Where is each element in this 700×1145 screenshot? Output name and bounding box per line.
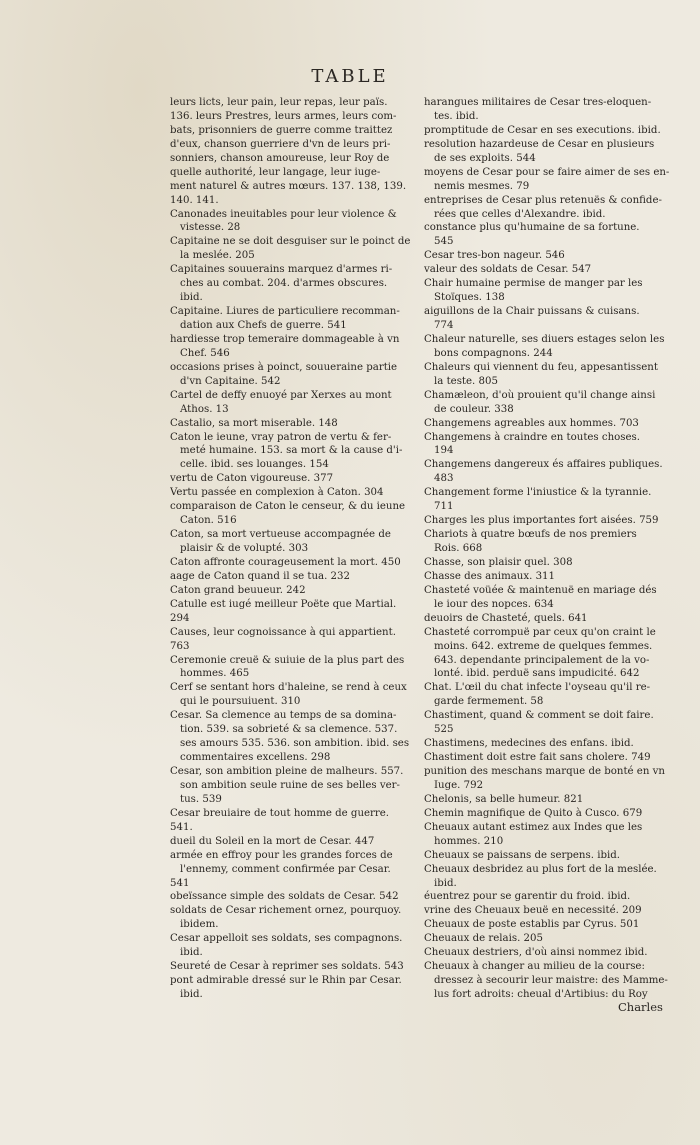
index-line: obeïssance simple des soldats de Cesar. 542 (170, 891, 399, 903)
index-line: Changemens agreables aux hommes. 703 (424, 417, 639, 429)
index-line: Chair humaine permise de manger par les (424, 278, 643, 290)
index-line: Changemens dangereux és affaires publiques. (424, 459, 663, 471)
index-line: 194 (434, 445, 454, 457)
index-line: d'eux, chanson guerriere d'vn de leurs pri- (170, 138, 391, 150)
index-line: entreprises de Cesar plus retenuës & confide- (424, 194, 662, 206)
index-line: la teste. 805 (434, 375, 498, 387)
index-line: Chasse des animaux. 311 (424, 570, 556, 582)
index-line: valeur des soldats de Cesar. 547 (424, 264, 592, 276)
index-line: constance plus qu'humaine de sa fortune. (424, 222, 640, 234)
index-line: 541. (170, 821, 193, 833)
index-line: Chamæleon, d'où prouient qu'il change ainsi (424, 389, 656, 401)
index-line: occasions prises à poinct, souueraine partie (170, 361, 398, 373)
index-line: harangues militaires de Cesar tres-eloquen- (424, 97, 652, 108)
index-line: plaisir & de volupté. 303 (180, 543, 309, 554)
index-line: Caton grand beuueur. 242 (170, 584, 306, 596)
index-line: promptitude de Cesar en ses executions. ibid. (424, 124, 661, 136)
index-line: lonté. ibid. perduë sans impudicité. 642 (434, 668, 640, 680)
index-line: Cesar. Sa clemence au temps de sa domina- (170, 710, 397, 722)
index-line: 763 (170, 640, 190, 652)
index-line: Cesar appelloit ses soldats, ses compagnons. (170, 933, 403, 945)
index-line: Chariots à quatre bœufs de nos premiers (424, 529, 637, 541)
index-line: le iour des nopces. 634 (434, 598, 554, 610)
index-line: meté humaine. 153. sa mort & la cause d'i- (180, 445, 403, 457)
index-line: garde fermement. 58 (434, 696, 544, 708)
index-line: Chelonis, sa belle humeur. 821 (424, 793, 584, 805)
index-column-right (424, 96, 672, 1002)
index-column-left (170, 96, 412, 1002)
index-line: 774 (434, 320, 454, 331)
index-line: son ambition seule ruine de ses belles ver- (180, 779, 400, 791)
index-line: Cheuaux à changer au milieu de la course: (424, 961, 645, 973)
index-line: Cartel de deffy enuoyé par Xerxes au mont (170, 389, 392, 401)
index-line: moyens de Cesar pour se faire aimer de ses en- (424, 166, 670, 178)
index-line: lus fort adroits: cheual d'Artibius: du Roy (434, 989, 648, 1000)
index-line: Cheuaux se paissans de serpens. ibid. (424, 849, 620, 861)
index-line: vistesse. 28 (180, 222, 241, 234)
index-line: Capitaine ne se doit desguiser sur le poinct de (170, 236, 411, 248)
index-line: de couleur. 338 (434, 403, 514, 415)
index-line: Athos. 13 (180, 403, 229, 415)
index-line: Vertu passée en complexion à Caton. 304 (170, 487, 384, 499)
index-line: Cesar breuiaire de tout homme de guerre. (170, 807, 390, 819)
index-line: Caton affronte courageusement la mort. 450 (170, 556, 401, 568)
index-line: nemis mesmes. 79 (434, 180, 530, 192)
index-line: la meslée. 205 (180, 250, 255, 262)
index-line: Chasse, son plaisir quel. 308 (424, 556, 573, 568)
index-line: 136. leurs Prestres, leurs armes, leurs com- (170, 110, 397, 122)
index-line: Chastimens, medecines des enfans. ibid. (424, 738, 634, 750)
index-line: deuoirs de Chasteté, quels. 641 (424, 612, 588, 624)
index-line: 294 (170, 612, 190, 624)
index-line: Cheuaux desbridez au plus fort de la meslée. (424, 863, 657, 875)
index-line: 140. 141. (170, 194, 219, 206)
index-line: 525 (434, 724, 454, 736)
index-line: pont admirable dressé sur le Rhin par Cesar. (170, 975, 402, 987)
index-line: Capitaine. Liures de particuliere recomman- (170, 306, 400, 318)
index-line: leurs licts, leur pain, leur repas, leur païs. (170, 97, 388, 108)
index-line: moins. 642. extreme de quelques femmes. (434, 640, 653, 652)
index-line: 541 (170, 877, 190, 889)
index-line: Cheuaux autant estimez aux Indes que les (424, 821, 643, 833)
index-line: ment naturel & autres mœurs. 137. 138, 139. (170, 180, 407, 192)
index-line: Catulle est iugé meilleur Poëte que Martial. (170, 598, 397, 610)
index-line: 483 (434, 473, 454, 485)
index-line: 643. dependante principalement de la vo- (434, 654, 650, 666)
index-line: Rois. 668 (434, 543, 483, 554)
index-line: Caton. 516 (180, 515, 237, 527)
index-line: comparaison de Caton le censeur, & du ieune (170, 501, 406, 513)
index-line: Chaleur naturelle, ses diuers estages selon les (424, 333, 665, 345)
index-line: Cheuaux de relais. 205 (424, 933, 543, 945)
index-line: dation aux Chefs de guerre. 541 (180, 320, 347, 331)
index-line: ibid. (434, 877, 457, 889)
index-line: hardiesse trop temeraire dommageable à vn (170, 333, 400, 345)
index-line: vertu de Caton vigoureuse. 377 (170, 473, 334, 485)
index-line: dressez à secourir leur maistre: des Mamme- (434, 975, 668, 987)
index-line: hommes. 465 (180, 668, 250, 680)
index-line: tes. ibid. (434, 110, 479, 122)
index-line: Castalio, sa mort miserable. 148 (170, 417, 338, 429)
index-line: soldats de Cesar richement ornez, pourquoy. (170, 905, 402, 917)
index-line: Charges les plus importantes fort aisées. 759 (424, 515, 659, 527)
index-line: 711 (434, 501, 454, 513)
index-line: Seureté de Cesar à reprimer ses soldats. 543 (170, 961, 404, 973)
index-line: ibid. (180, 947, 203, 959)
index-line: punition des meschans marque de bonté en vn (424, 766, 665, 777)
index-line: Caton, sa mort vertueuse accompagnée de (170, 529, 391, 541)
index-line: Ceremonie creuë & suiuie de la plus part des (170, 654, 405, 666)
index-line: Changemens à craindre en toutes choses. (424, 431, 641, 443)
index-line: hommes. 210 (434, 835, 504, 847)
index-line: bons compagnons. 244 (434, 347, 553, 359)
index-line: celle. ibid. ses louanges. 154 (180, 459, 329, 471)
index-line: qui le poursuiuent. 310 (180, 696, 301, 708)
index-line: d'vn Capitaine. 542 (180, 375, 281, 387)
index-line: sonniers, chanson amoureuse, leur Roy de (170, 152, 390, 164)
index-line: Cesar tres-bon nageur. 546 (424, 250, 565, 262)
index-line: Cesar, son ambition pleine de malheurs. 557. (170, 766, 404, 777)
index-line: Chastiment, quand & comment se doit faire. (424, 710, 654, 722)
index-line: armée en effroy pour les grandes forces de (170, 849, 393, 861)
index-line: éuentrez pour se garentir du froid. ibid. (424, 891, 631, 903)
index-line: Iuge. 792 (434, 779, 484, 791)
index-line: ches au combat. 204. d'armes obscures. (180, 278, 388, 290)
index-line: l'ennemy, comment confirmée par Cesar. (180, 863, 391, 875)
index-line: de ses exploits. 544 (434, 152, 536, 164)
index-line: ibid. (180, 989, 203, 1000)
index-line: Canonades ineuitables pour leur violence & (170, 208, 397, 220)
index-line: Capitaines souuerains marquez d'armes ri- (170, 264, 393, 276)
index-line: Cerf se sentant hors d'haleine, se rend à ceux (170, 682, 407, 694)
index-line: tus. 539 (180, 793, 222, 805)
index-line: ibid. (180, 292, 203, 304)
index-line: Cheuaux destriers, d'où ainsi nommez ibid. (424, 947, 648, 959)
index-line: ibidem. (180, 919, 219, 931)
index-line: Changement forme l'iniustice & la tyrannie. (424, 487, 652, 499)
index-line: Chat. L'œil du chat infecte l'oyseau qu'il re- (424, 682, 651, 694)
index-line: Chasteté corrompuë par ceux qu'on craint le (424, 626, 656, 638)
index-line: vrine des Cheuaux beuë en necessité. 209 (424, 905, 642, 917)
index-line: Chasteté voüée & maintenuë en mariage dés (424, 584, 657, 596)
index-line: Stoïques. 138 (434, 292, 505, 304)
index-line: quelle authorité, leur langage, leur iuge- (170, 166, 381, 178)
index-line: 545 (434, 236, 454, 248)
index-line: rées que celles d'Alexandre. ibid. (434, 208, 606, 220)
index-line: Chef. 546 (180, 347, 230, 359)
index-line: Caton le ieune, vray patron de vertu & fer- (170, 431, 392, 443)
index-line: ses amours 535. 536. son ambition. ibid. ses (180, 738, 410, 750)
index-line: tion. 539. sa sobrieté & sa clemence. 537. (180, 724, 398, 736)
index-line: resolution hazardeuse de Cesar en plusieurs (424, 138, 655, 150)
index-line: aiguillons de la Chair puissans & cuisans. (424, 306, 640, 318)
index-line: Cheuaux de poste establis par Cyrus. 501 (424, 919, 640, 931)
index-line: Chastiment doit estre fait sans cholere. 749 (424, 752, 651, 764)
index-line: bats, prisonniers de guerre comme traittez (170, 124, 393, 136)
catchword: Charles (618, 1000, 663, 1014)
index-line: Chemin magnifique de Quito à Cusco. 679 (424, 807, 643, 819)
index-line: aage de Caton quand il se tua. 232 (170, 570, 350, 582)
index-line: Causes, leur cognoissance à qui appartient. (170, 626, 396, 638)
index-line: dueil du Soleil en la mort de Cesar. 447 (170, 835, 375, 847)
index-line: commentaires excellens. 298 (180, 752, 331, 764)
index-line: Chaleurs qui viennent du feu, appesantissent (424, 361, 658, 373)
running-title: TABLE (311, 66, 389, 87)
